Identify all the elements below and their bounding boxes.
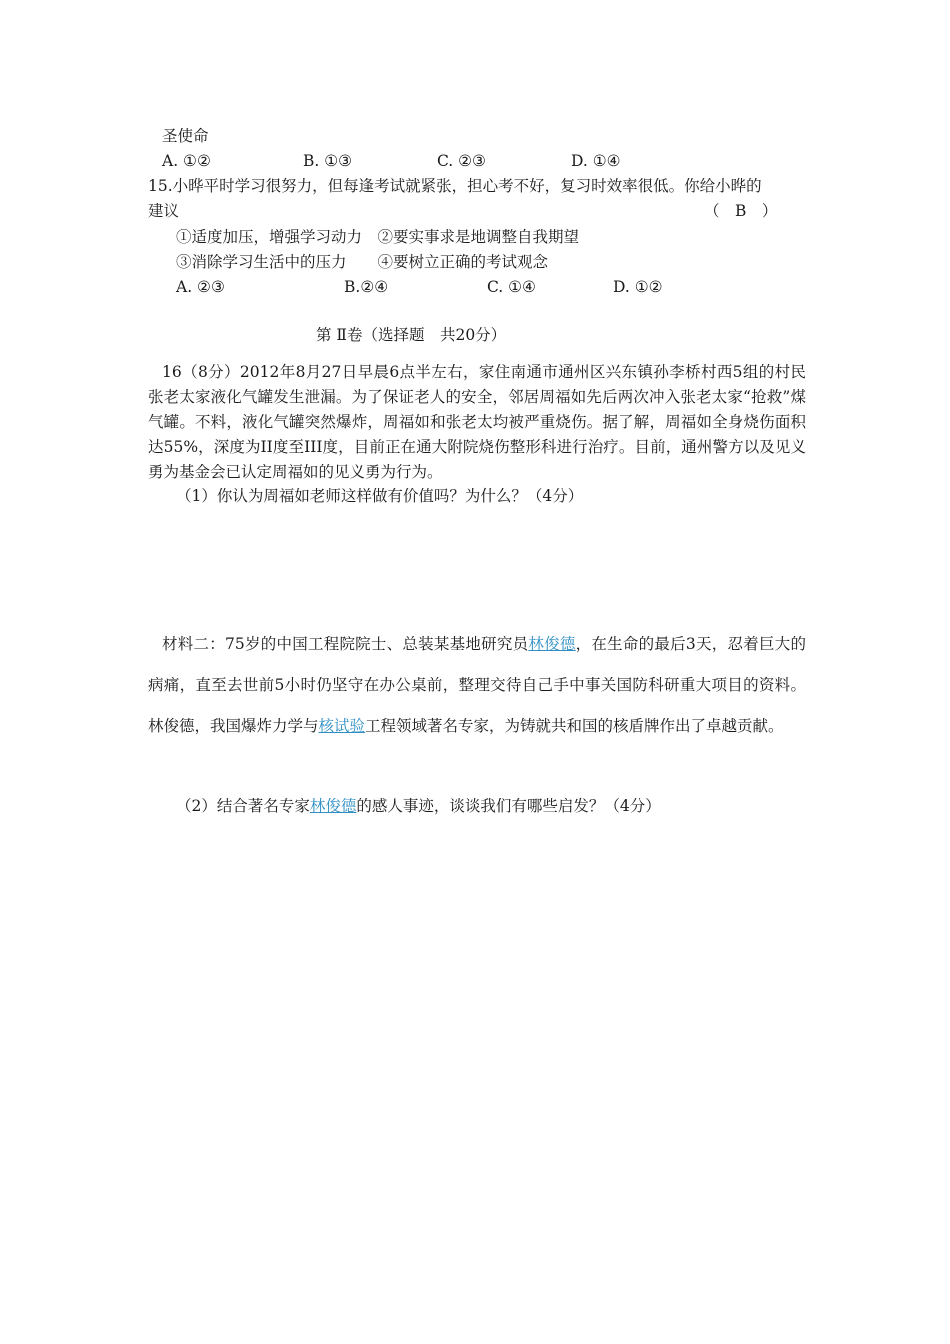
- q14-option-b: B. ①③: [303, 152, 353, 170]
- material2-paragraph: [148, 624, 806, 747]
- q15-answer: （ B ）: [704, 202, 778, 220]
- q16-sub2-suffix: 的感人事迹，谈谈我们有哪些启发？（4分）: [356, 797, 661, 815]
- section-ii-title: 第 Ⅱ卷（选择题 共20分）: [316, 326, 507, 344]
- q14-option-c: C. ②③: [437, 152, 486, 170]
- q15-option-a: A. ②③: [176, 278, 225, 296]
- nuclear-test-link[interactable]: 核试验: [318, 717, 366, 735]
- q16-sub2: [176, 795, 661, 817]
- q15-option-c: C. ①④: [487, 278, 536, 296]
- q14-option-a: A. ①②: [162, 152, 211, 170]
- q14-option-d: D. ①④: [571, 152, 621, 170]
- material2-prefix: 材料二：75岁的中国工程院院士、总装某基地研究员: [162, 635, 529, 653]
- lin-junde-link[interactable]: 林俊德: [528, 635, 576, 653]
- q16-paragraph: 16（8分）2012年8月27日早晨6点半左右，家住南通市通州区兴东镇孙李桥村西5组的村民张老太家液化气罐发生泄漏。为了保证老人的安全，邻居周福如先后两次冲入张老太家“抢救”煤气罐。不料，液化气罐突然爆炸，周福如和张老太均被严重烧伤。据了解，周福如全身烧伤面积达55%，深度为II度至III度，目前正在通大附院烧伤整形科进行治疗。目前，通州警方以及见义勇为基金会已认定周福如的见义勇为行为。: [148, 363, 806, 481]
- q14-stem-tail: 圣使命: [162, 127, 209, 145]
- q15-option-d: D. ①②: [613, 278, 663, 296]
- q15-stem-line2: 建议: [148, 202, 180, 220]
- q16-sub1: （1）你认为周福如老师这样做有价值吗？为什么？（4分）: [176, 487, 584, 505]
- lin-junde-link-2[interactable]: 林俊德: [309, 797, 357, 815]
- q15-choice-row1: ①适度加压，增强学习动力 ②要实事求是地调整自我期望: [176, 228, 580, 246]
- q15-choice-row2: ③消除学习生活中的压力 ④要树立正确的考试观念: [176, 253, 549, 271]
- q15-option-b: B.②④: [344, 278, 389, 296]
- q16-sub2-prefix: （2）结合著名专家: [176, 797, 310, 815]
- material2-mid: ，在生命的最后3天，忍着巨大的病痛，直至去世前5小时仍坚守在办公桌前，整理交待自己手中事关国防科研重大项目的资料。林俊德，我国爆炸力学与: [148, 635, 806, 735]
- q15-stem-line1: 15.小晔平时学习很努力，但每逢考试就紧张，担心考不好，复习时效率很低。你给小晔的: [148, 177, 762, 195]
- material2-suffix: 工程领域著名专家，为铸就共和国的核盾牌作出了卓越贡献。: [365, 717, 784, 735]
